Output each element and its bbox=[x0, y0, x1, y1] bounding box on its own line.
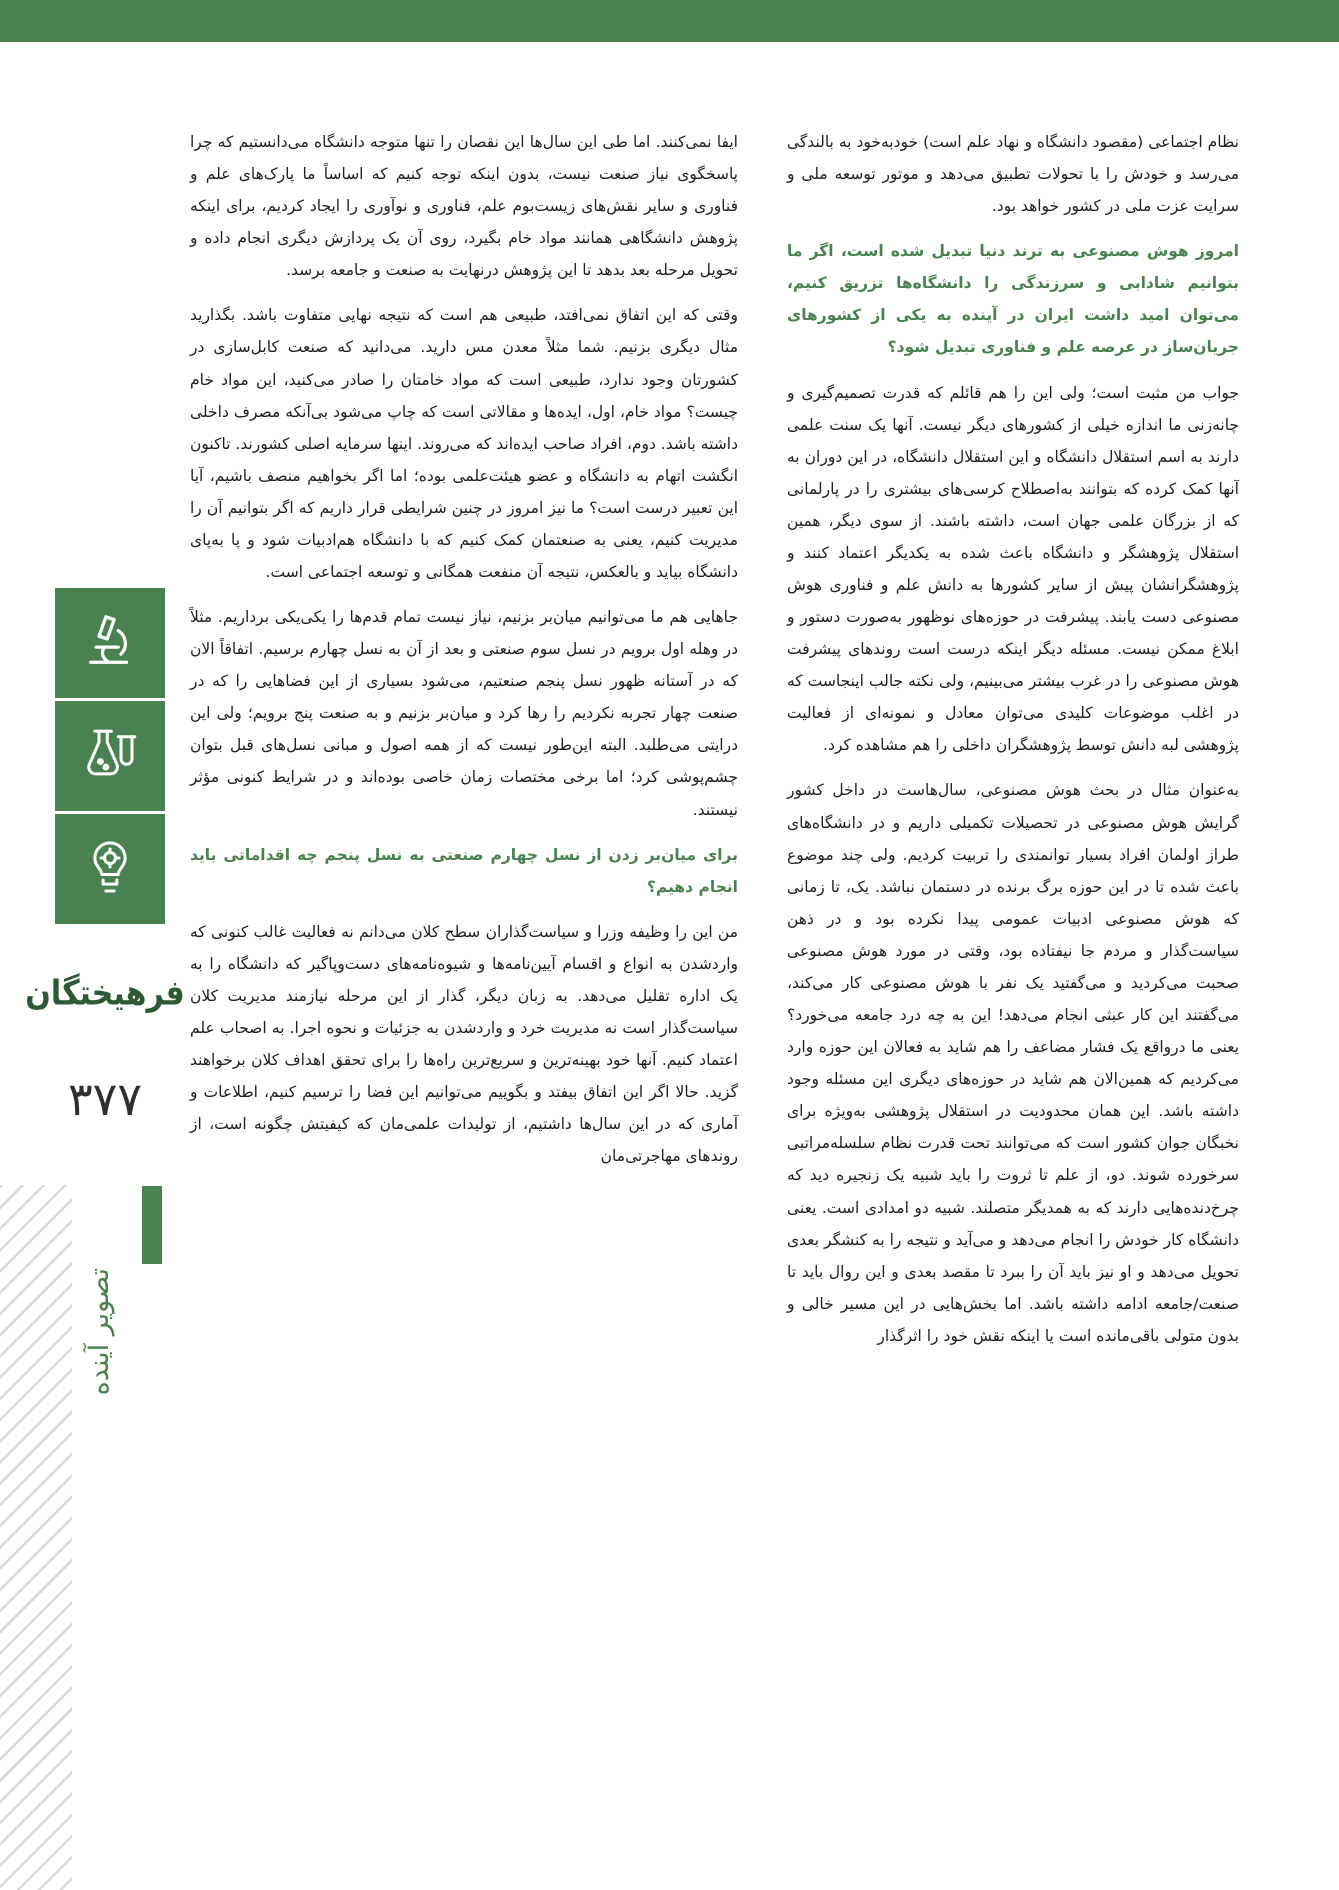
paragraph: جاهایی هم ما می‌توانیم میان‌بر بزنیم، نیاز نیست تمام قدم‌ها را یکی‌یکی برداریم. مثلاً در وهله اول برویم در نسل سوم صنعتی و بعد از آن به نسل چهارم برسیم. اتفاقاً الان که در آستانه ظهور نسل پنجم صنعتیم، می‌شود بسیاری از این فضاهایی را که در صنعت چهار تجربه نکردیم را رها کرد و میان‌بر بزنیم و به صنعت پنج برویم؛ ولی این درایتی می‌طلبد. البته این‌طور نیست که از همه اصول و مبانی نسل‌های قبل بتوان چشم‌پوشی کرد؛ اما برخی مختصات زمان خاصی بوده‌اند و در شرایط کنونی مؤثر نیستند. bbox=[190, 608, 738, 819]
interview-question: امروز هوش مصنوعی به ترند دنیا تبدیل شده است، اگر ما بتوانیم شادابی و سرزندگی را دانشگاه‌ها تزریق کنیم، می‌توان امید داشت ایران در آینده به یکی از کشورهای جریان‌ساز در عرصه علم و فناوری تبدیل شود؟ bbox=[787, 242, 1239, 357]
section-marker-bar bbox=[142, 1186, 162, 1264]
interview-question: برای میان‌بر زدن از نسل چهارم صنعتی به نسل پنجم چه اقداماتی باید انجام دهیم؟ bbox=[190, 845, 738, 896]
chemistry-flasks-glyph bbox=[77, 723, 143, 789]
microscope-glyph bbox=[77, 610, 143, 676]
microscope-icon bbox=[55, 588, 165, 698]
article-left-column bbox=[190, 126, 738, 1185]
chemistry-flasks-icon bbox=[55, 701, 165, 811]
page-number: ۳۷۷ bbox=[67, 1072, 143, 1126]
paragraph: ایفا نمی‌کنند. اما طی این سال‌ها این نقصان را تنها متوجه دانشگاه می‌دانستیم که چرا پاسخگوی نیاز صنعت نیست، بدون اینکه توجه کنیم که اساساً ما پارک‌های علم و فناوری و سایر نقش‌های زیست‌بوم علم، فناوری و نوآوری را ایجاد کردیم، برای اینکه پژوهش دانشگاهی همانند مواد خام بگیرد، روی آن یک پردازش دیگری انجام داده و تحویل مرحله بعد بدهد تا این پژوهش درنهایت به صنعت و جامعه برسد. bbox=[190, 133, 738, 280]
lightbulb-gear-icon bbox=[55, 814, 165, 924]
top-green-bar bbox=[0, 0, 1339, 42]
publication-logo: فرهیختگان bbox=[25, 972, 185, 1014]
lightbulb-gear-glyph bbox=[77, 836, 143, 902]
article-right-column bbox=[787, 126, 1239, 1365]
paragraph: جواب من مثبت است؛ ولی این را هم قائلم که قدرت تصمیم‌گیری و چانه‌زنی ما اندازه خیلی از کشورهای دیگر نیست. آنها یک سنت علمی دارند به اسم استقلال دانشگاه و این استقلال دانشگاه، در این دوران به آنها کمک کرده که بتوانند به‌اصطلاح کرسی‌های بیشتری را در پارلمانی که از بزرگان علمی جهان است، داشته باشند. از سوی دیگر، همین استقلال پژوهشگر و دانشگاه باعث شده به یکدیگر اعتماد کنند و پژوهشگرانشان پیش از سایر کشورها به دانش علم و فناوری هوش مصنوعی دست یابند. پیشرفت در حوزه‌های نوظهور به‌صورت دستور و ابلاغ ممکن نیست. مسئله دیگر اینکه درست است روندهای پیشرفت هوش مصنوعی را در غرب بیشتر می‌بینیم، ولی نکته جالب اینجاست که در اغلب موضوعات کلیدی می‌توان معادل و نمونه‌ای از فعالیت پژوهشی لبه دانش توسط پژوهشگران داخلی را هم مشاهده کرد. bbox=[787, 383, 1239, 755]
paragraph: به‌عنوان مثال در بحث هوش مصنوعی، سال‌هاست در داخل کشور گرایش هوش مصنوعی در تحصیلات تکمیلی داریم و در دانشگاه‌های طراز اولمان افراد بسیار توانمندی را تربیت کردیم. ولی چند موضوع باعث شده تا در این حوزه برگ برنده در دستمان نباشد. یک، تا زمانی که هوش مصنوعی ادبیات عمومی پیدا نکرده بود و در ذهن سیاست‌گذار و مردم جا نیفتاده بود، وقتی در مورد هوش مصنوعی صحبت می‌کردید و می‌گفتید یک نفر با هوش مصنوعی کار می‌کند، می‌گفتند این کار عبثی انجام می‌دهد! این به چه درد جامعه می‌خورد؟ یعنی ما درواقع یک فشار مضاعف را هم شاید به فعالان این حوزه وارد می‌کردیم که همین‌الان هم شاید در حوزه‌های دیگری این مسئله وجود داشته باشد. این همان محدودیت در استقلال پژوهشی به‌ویژه برای نخبگان جوان کشور است که می‌توانند تحت قدرت نظام سلسله‌مراتبی سرخورده شوند. دو، از علم تا ثروت را باید شبیه یک زنجیره دید که چرخ‌دنده‌هایی دارند که به همدیگر متصلند. شبیه دو امدادی است. یعنی دانشگاه کار خودش را انجام می‌دهد و می‌آید و نتیجه را به کنشگر بعدی تحویل می‌دهد و او نیز باید آن را ببرد تا مقصد بعدی و این روال باید تا صنعت/جامعه ادامه داشته باشد. اما بخش‌هایی در این مسیر خالی و بدون متولی باقی‌مانده است یا اینکه نقش خود را اثرگذار bbox=[787, 781, 1239, 1345]
section-label: تصویر آینده bbox=[84, 1268, 115, 1396]
paragraph: من این را وظیفه وزرا و سیاست‌گذاران سطح کلان می‌دانم نه فعالیت غالب کنونی که واردشدن به انواع و اقسام آیین‌نامه‌ها و شیوه‌نامه‌های دست‌وپاگیر که دانشگاه را به یک اداره تقلیل می‌دهد. به زبان دیگر، گذار از این مرحله نیازمند مدیریت کلان سیاست‌گذار است نه مدیریت خرد و واردشدن به جزئیات و نحوه اجرا. به اصحاب علم اعتماد کنیم. آنها خود بهینه‌ترین و سریع‌ترین راه‌ها را برای تحقق اهداف کلان برخواهند گزید. حالا اگر این اتفاق بیفتد و بگوییم می‌توانیم این فضا را ترسیم کنیم، اطلاعات و آماری که در این سال‌ها داشتیم، از تولیدات علمی‌مان که کیفیتش چگونه است، از روندهای مهاجرتی‌مان bbox=[190, 922, 738, 1166]
paragraph: وقتی که این اتفاق نمی‌افتد، طبیعی هم است که نتیجه نهایی متفاوت باشد. بگذارید مثال دیگری بزنیم. شما مثلاً معدن مس دارید. می‌دانید که صنعت کابل‌سازی در کشورتان وجود ندارد، طبیعی است که مواد خامتان را صادر می‌کنید، این مواد خام چیست؟ مواد خام، اول، ایده‌ها و مقالاتی است که چاپ می‌شود بی‌آنکه مصرف داخلی داشته باشد. دوم، افراد صاحب ایده‌اند که می‌روند. اینها سرمایه اصلی کشورند. تاکنون انگشت اتهام به دانشگاه و عضو هیئت‌علمی بوده؛ اما اگر بخواهیم منصف باشیم، آیا این تعبیر درست است؟ ما نیز امروز در چنین شرایطی قرار داریم که اگر بتوانیم آن را مدیریت کنیم، یعنی به صنعتمان کمک کنیم که با دانشگاه هم‌ادبیات شود و پا به‌پای دانشگاه بیاید و بالعکس، نتیجه آن منفعت همگانی و توسعه اجتماعی است. bbox=[190, 306, 738, 582]
decorative-stripes bbox=[0, 1185, 72, 1890]
paragraph: نظام اجتماعی (مقصود دانشگاه و نهاد علم است) خودبه‌خود به بالندگی می‌رسد و خودش را با تحولات تطبیق می‌دهد و موتور توسعه ملی و سرایت عزت ملی در کشور خواهد بود. bbox=[787, 133, 1239, 216]
